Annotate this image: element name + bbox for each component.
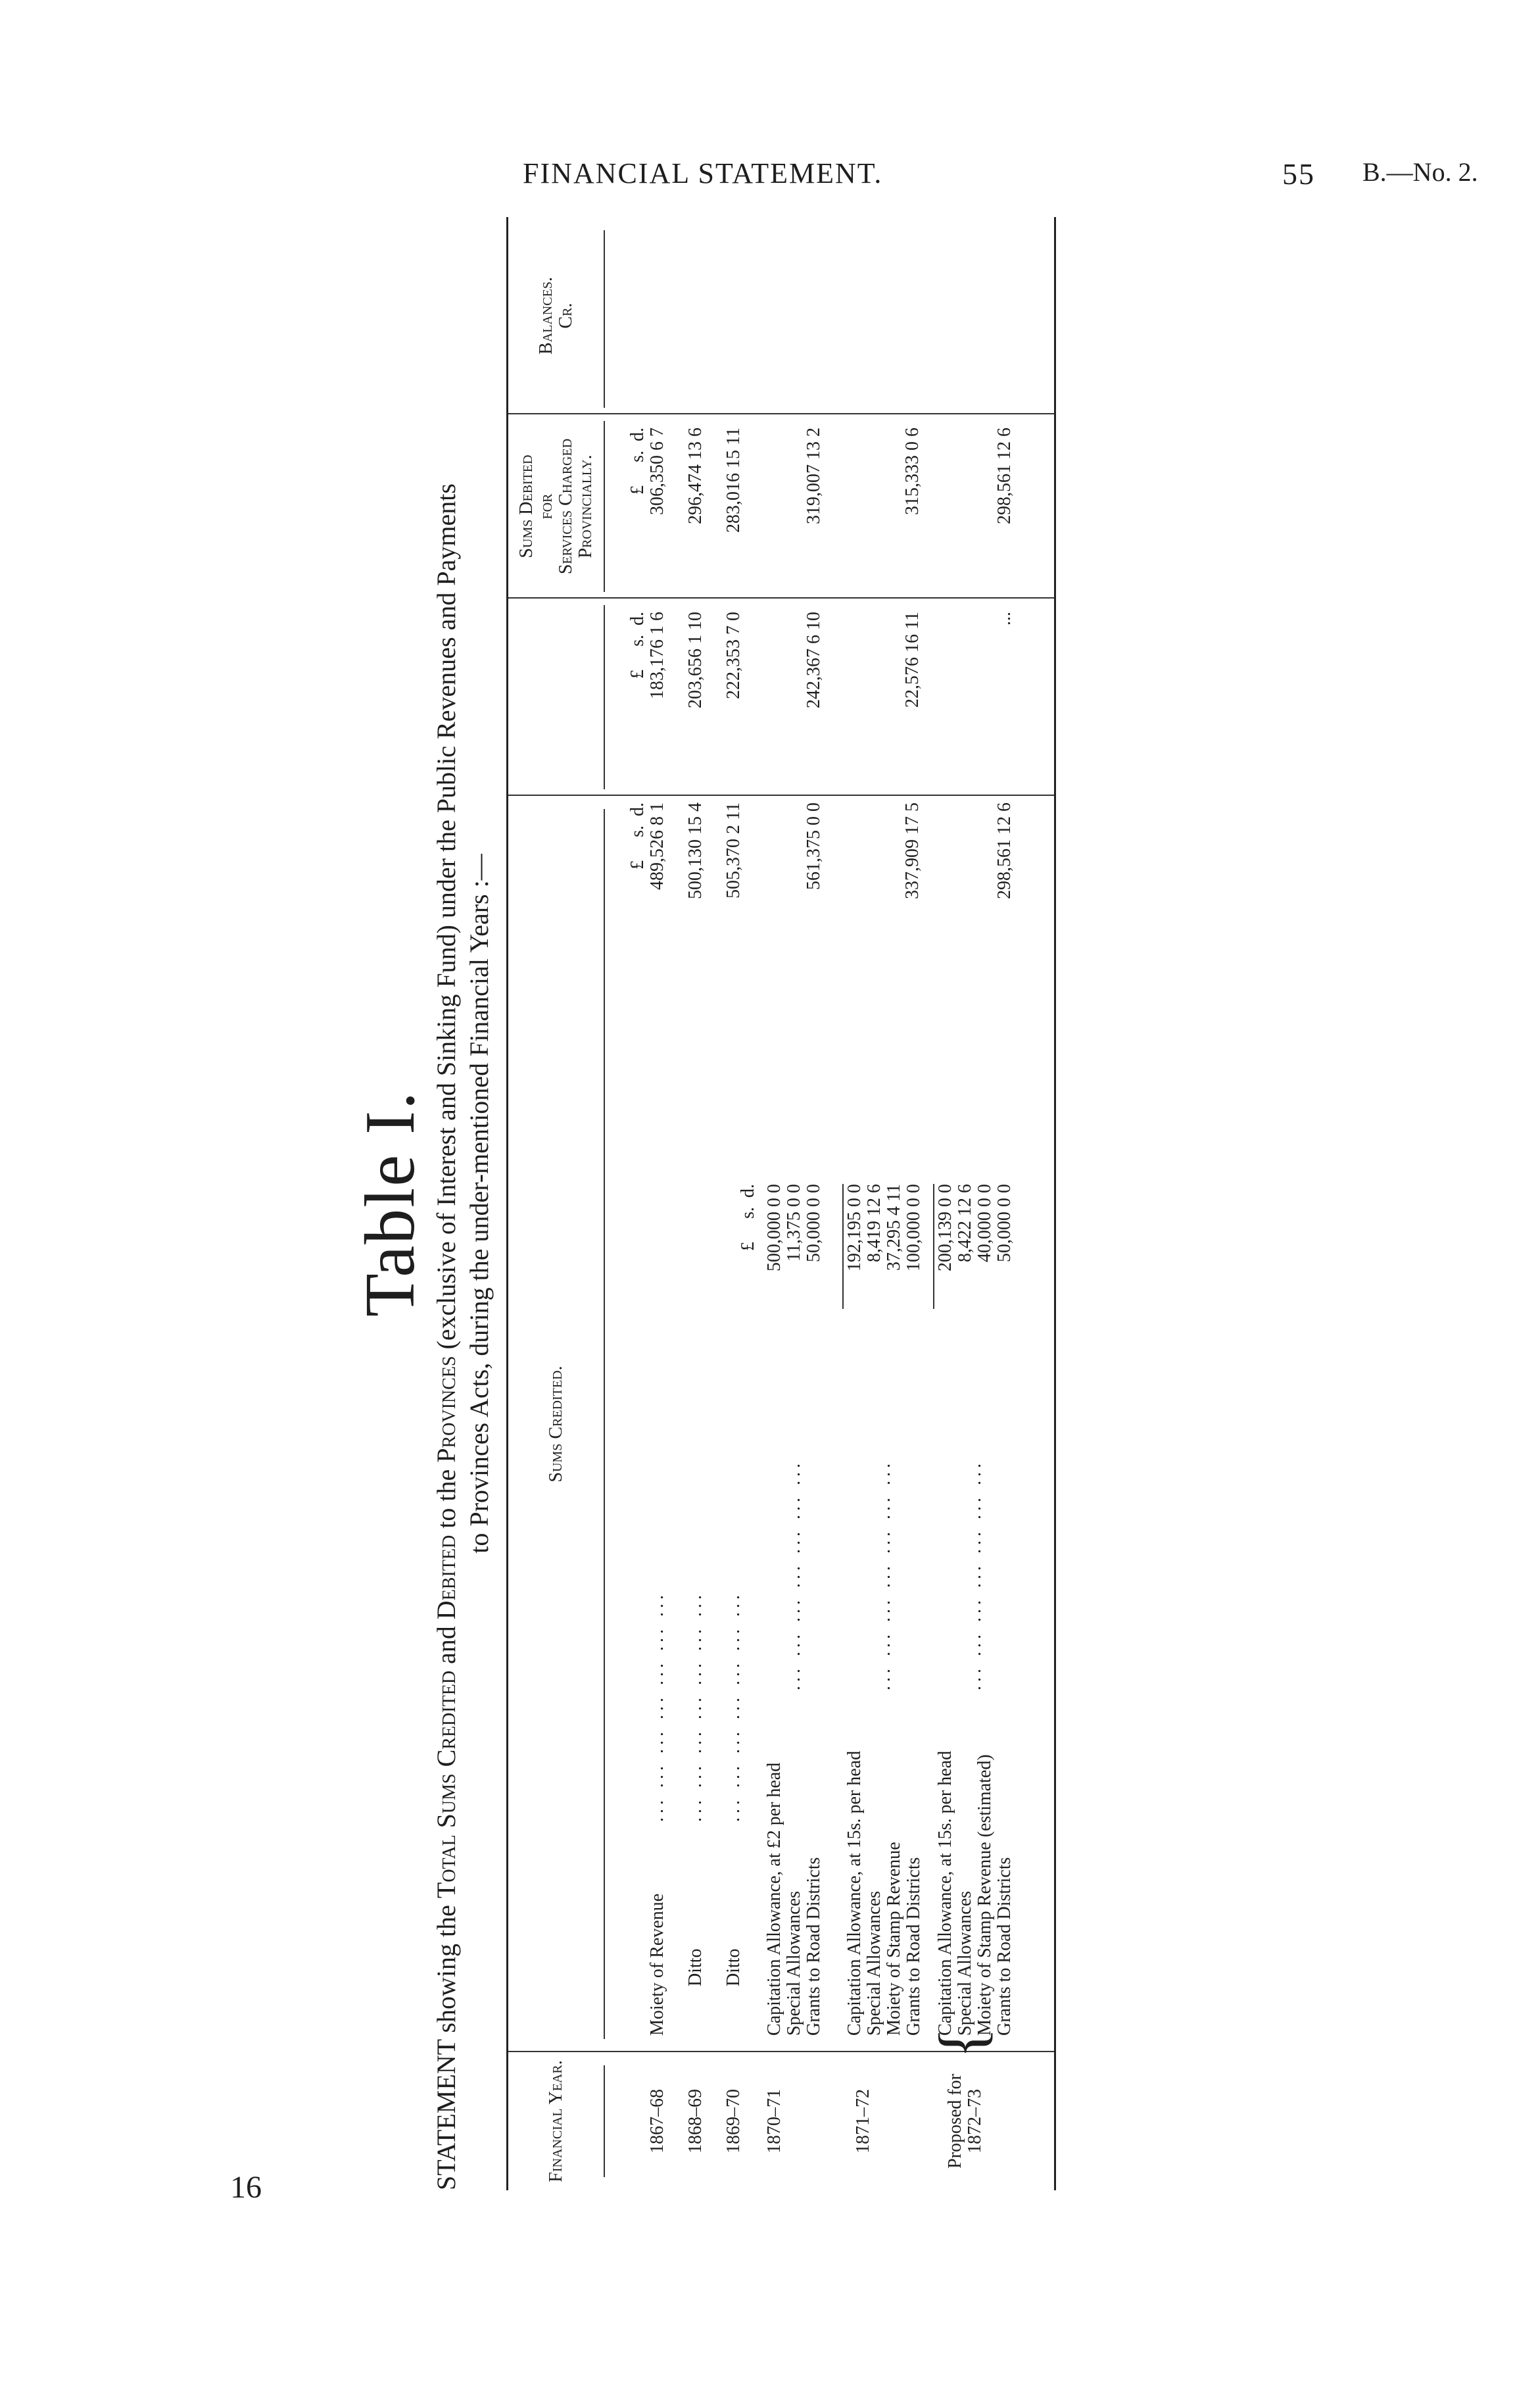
units-balance: £ s. d. xyxy=(627,428,648,495)
row-debited: 183,176 1 6 xyxy=(647,612,667,699)
leader-dots: ... ... ... ... ... ... ... xyxy=(685,1591,706,1822)
leader-dots: ... ... ... ... ... ... ... xyxy=(723,1591,744,1822)
row-debited: ... xyxy=(994,612,1015,626)
row-year: 1867–68 xyxy=(647,2089,667,2153)
row-balance: 283,016 15 11 xyxy=(723,428,744,533)
row-total: 489,526 8 1 xyxy=(647,802,667,890)
brace-symbol: { xyxy=(925,2027,998,2059)
row-item: Ditto xyxy=(685,1948,706,1986)
row-total: 561,375 0 0 xyxy=(804,802,824,890)
statement-line-1: STATEMENT showing the Total Sums Credited and Debited to the Provinces (exclusive of Interest and Sinking Fund) under the Public Revenues and Payments xyxy=(431,483,461,2190)
row-debited: 22,576 16 11 xyxy=(902,612,923,708)
row-year: 1869–70 xyxy=(723,2089,744,2153)
side-page-number: 16 xyxy=(230,2170,262,2205)
row-balance: 296,474 13 6 xyxy=(685,428,706,524)
running-header-title: FINANCIAL STATEMENT. xyxy=(523,157,883,189)
leader-dots: ... ... ... ... ... ... ... xyxy=(874,1460,894,1690)
subtotal-rule xyxy=(933,1184,934,1309)
leader-dots: ... ... ... ... ... ... ... xyxy=(784,1460,804,1690)
row-item: Moiety of Revenue xyxy=(647,1893,667,2036)
row-total: 500,130 15 4 xyxy=(685,802,706,899)
row-balance: 319,007 13 2 xyxy=(804,428,824,524)
rotated-table-page xyxy=(348,217,1052,2190)
subtotal-rule xyxy=(842,1184,844,1309)
row-item: Ditto xyxy=(723,1948,744,1986)
page-number: 55 xyxy=(1282,157,1315,191)
units-debited: £ s. d. xyxy=(627,612,648,679)
row-year: 1870–71 xyxy=(764,2089,784,2153)
row-items: Capitation Allowance, at £2 per head Special Allowances Grants to Road Districts xyxy=(764,1762,824,2036)
statement-line-2: to Provinces Acts, during the under-mentioned Financial Years :— xyxy=(464,854,494,1554)
header-sums-debited: Sums Debited for Services Charged Provincially. xyxy=(516,438,596,575)
units-total: £ s. d. xyxy=(627,802,648,870)
table-title: Table I. xyxy=(351,1090,429,1317)
header-sums-credited: Sums Credited. xyxy=(545,1365,566,1483)
row-balance: 298,561 12 6 xyxy=(994,428,1015,524)
row-amounts: 200,139 0 0 8,422 12 6 40,000 0 0 50,000 0 0 xyxy=(935,1184,1015,1271)
units-amounts: £ s. d. xyxy=(738,1184,758,1251)
row-amounts: 192,195 0 0 8,419 12 6 37,295 4 11 100,000 0 0 xyxy=(844,1184,924,1271)
row-total: 505,370 2 11 xyxy=(723,802,744,898)
row-debited: 222,353 7 0 xyxy=(723,612,744,699)
header-financial-year: Financial Year. xyxy=(545,2060,566,2182)
row-total: 298,561 12 6 xyxy=(994,802,1015,899)
row-debited: 203,656 1 10 xyxy=(685,612,706,708)
financial-table xyxy=(506,217,1056,2190)
header-balances: Balances. Cr. xyxy=(535,277,576,355)
row-balance: 306,350 6 7 xyxy=(647,428,667,515)
row-items: Capitation Allowance, at 15s. per head Special Allowances Moiety of Stamp Revenue Grants to Road Districts xyxy=(844,1750,924,2036)
row-year: Proposed for 1872–73 xyxy=(945,2074,985,2169)
document-reference: B.—No. 2. xyxy=(1362,157,1478,187)
leader-dots: ... ... ... ... ... ... ... xyxy=(647,1591,667,1822)
row-items: Capitation Allowance, at 15s. per head Special Allowances Moiety of Stamp Revenue (estimated) Grants to Road Districts xyxy=(935,1750,1015,2036)
row-year: 1868–69 xyxy=(685,2089,706,2153)
row-balance: 315,333 0 6 xyxy=(902,428,923,515)
row-year: 1871–72 xyxy=(853,2089,873,2153)
row-total: 337,909 17 5 xyxy=(902,802,923,899)
leader-dots: ... ... ... ... ... ... ... xyxy=(965,1460,985,1690)
row-amounts: 500,000 0 0 11,375 0 0 50,000 0 0 xyxy=(764,1184,824,1271)
row-debited: 242,367 6 10 xyxy=(804,612,824,708)
